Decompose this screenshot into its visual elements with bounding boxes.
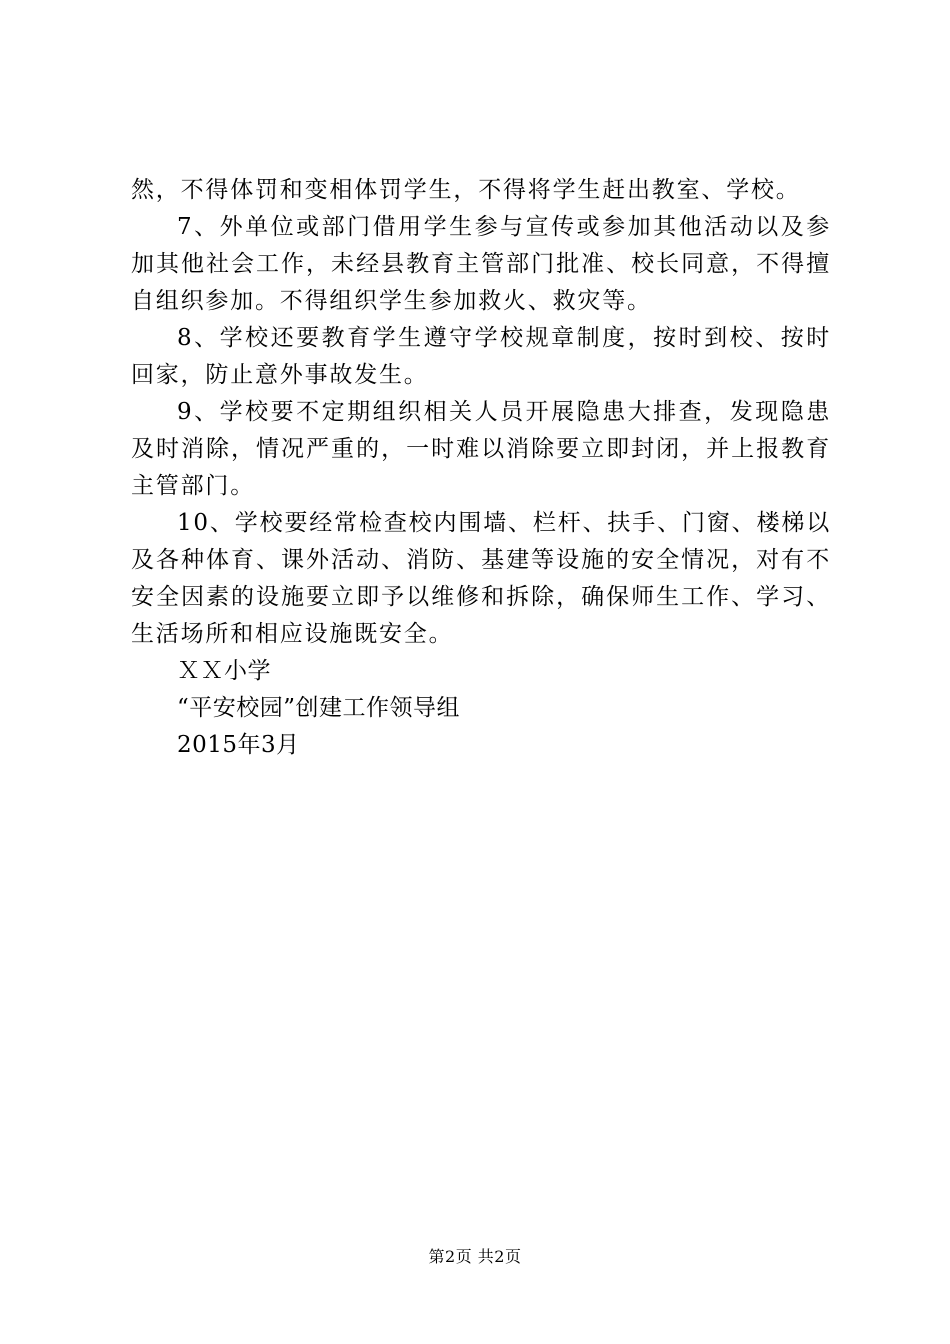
signature-group: “平安校园”创建工作领导组	[177, 695, 461, 721]
signature-date: 2015年3月	[177, 732, 300, 758]
paragraph-item-8: 8、学校还要教育学生遵守学校规章制度，按时到校、按时回家，防止意外事故发生。	[131, 325, 831, 388]
paragraph-item-9: 9、学校要不定期组织相关人员开展隐患大排查，发现隐患及时消除，情况严重的，一时难以消除要立即封闭，并上报教育主管部门。	[131, 399, 831, 499]
paragraph-continuation: 然，不得体罚和变相体罚学生，不得将学生赶出教室、学校。	[131, 177, 801, 203]
paragraph-item-10: 10、学校要经常检查校内围墙、栏杆、扶手、门窗、楼梯以及各种体育、课外活动、消防、基建等设施的安全情况，对有不安全因素的设施要立即予以维修和拆除，确保师生工作、学习、生活场所和相应设施既安全。	[131, 510, 831, 647]
document-body	[131, 172, 831, 764]
signature-school: ＸＸ小学	[177, 658, 271, 684]
paragraph-item-7: 7、外单位或部门借用学生参与宣传或参加其他活动以及参加其他社会工作，未经县教育主管部门批准、校长同意，不得擅自组织参加。不得组织学生参加救火、救灾等。	[131, 214, 831, 314]
page-footer: 第2页 共2页	[428, 1247, 522, 1266]
